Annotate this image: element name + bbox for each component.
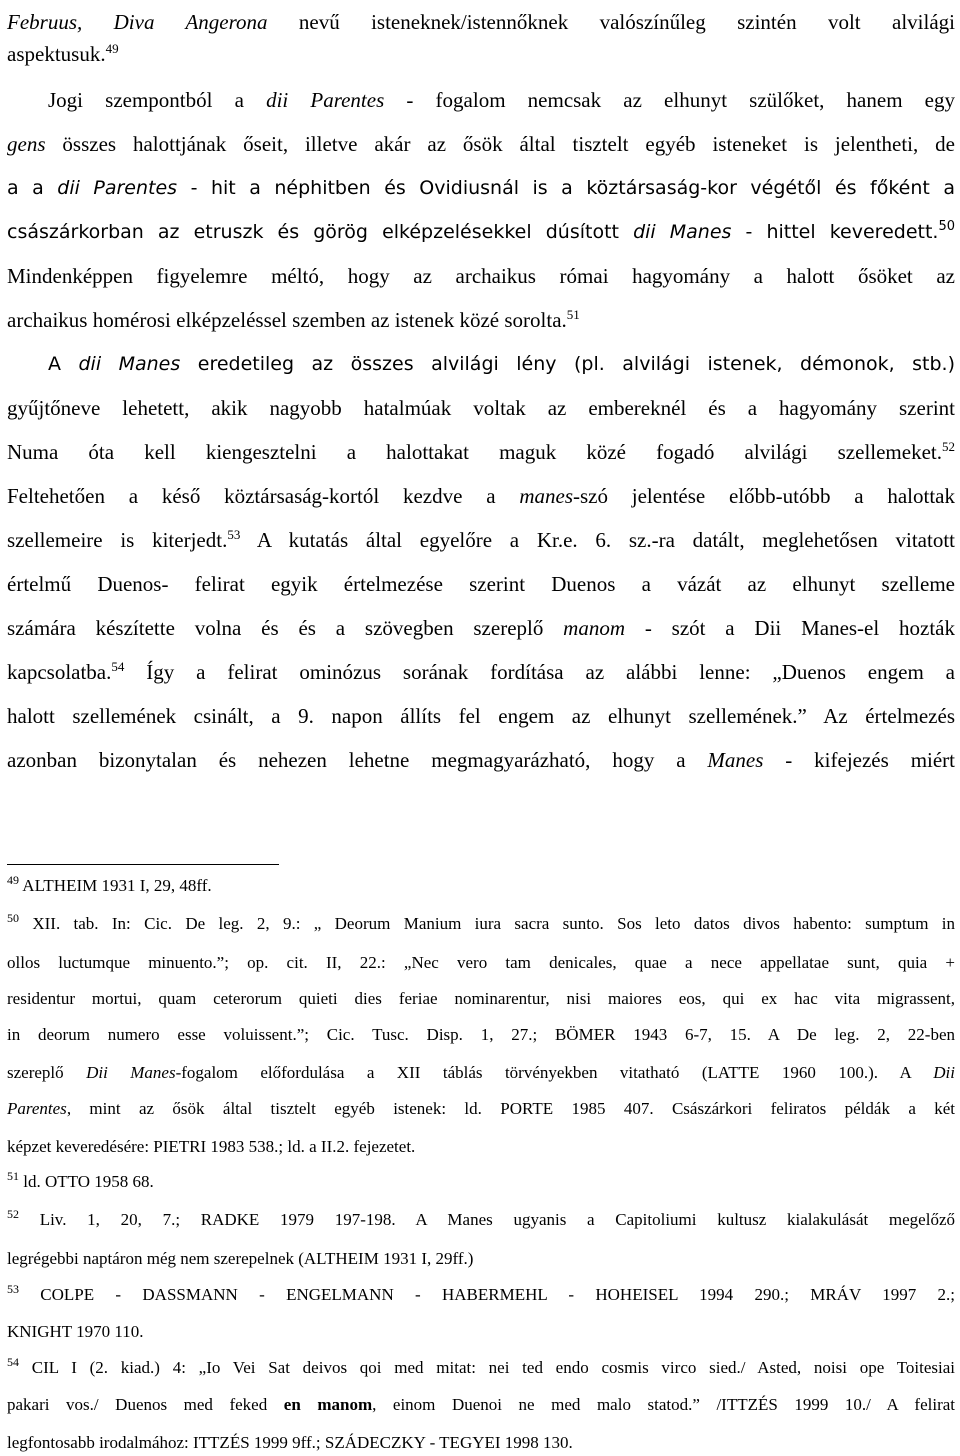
body-line: császárkorban az etruszk és görög elképzelésekkel dúsított dii Manes - hittel keveredett.$^{50}$: [7, 219, 956, 243]
footnote-line: $^{54}$ CIL I (2. kiad.) 4: „Io Vei Sat deivos qoi med mitat: nei ted endo cosmis virco sied./ Asted, noisi ope Toitesiai: [7, 1355, 955, 1377]
footnote-line: pakari vos./ Duenos med feked en manom, einom Duenoi ne med malo statod.” /ITTZÉS 1999 10./ A felirat: [7, 1395, 955, 1414]
body-line: értelmű Duenos- felirat egyik értelmezése szerint Duenos a vázát az elhunyt szelleme: [7, 572, 955, 596]
footnote-line: $^{52}$ Liv. 1, 20, 7.; RADKE 1979 197-198. A Manes ugyanis a Capitoliumi kultusz kialakulását megelőző: [7, 1207, 955, 1229]
body-line: aspektusuk.$^{49}$: [7, 41, 119, 66]
footnote-line: residentur mortui, quam ceterorum quieti dies feriae nominarentur, nisi maiores eos, qui ex hac vita migrassent,: [7, 989, 955, 1008]
body-line: Numa óta kell kiengesztelni a halottakat maguk közé fogadó alvilági szellemeket.$^{52}$: [7, 439, 955, 464]
body-line: Februus, Diva Angerona nevű isteneknek/istennőknek valószínűleg szintén volt alvilági: [7, 10, 955, 34]
footnote-line: in deorum numero esse voluissent.”; Cic. Tusc. Disp. 1, 27.; BÖMER 1943 6-7, 15. A De leg. 2, 22-ben: [7, 1025, 955, 1044]
footnote-line: Parentes, mint az ősök által tisztelt egyéb istenek: ld. PORTE 1985 407. Császárkori feliratos példák a két: [7, 1099, 955, 1118]
body-line: archaikus homérosi elképzeléssel szemben az istenek közé sorolta.$^{51}$: [7, 307, 580, 332]
body-line: A dii Manes eredetileg az összes alvilági lény (pl. alvilági istenek, démonok, stb.): [48, 353, 955, 375]
footnote-line: legfontosabb irodalmához: ITTZÉS 1999 9ff.; SZÁDECZKY - TEGYEI 1998 130.: [7, 1433, 573, 1452]
body-line: kapcsolatba.$^{54}$ Így a felirat ominózus sorának fordítása az alábbi lenne: „Duenos engem a: [7, 659, 955, 684]
footnote-line: szereplő Dii Manes-fogalom előfordulása a XII táblás törvényekben vitatható (LATTE 1960 100.). A Dii: [7, 1063, 956, 1082]
footnote-line: ollos luctumque minuento.”; op. cit. II, 22.: „Nec vero tam denicales, quae a nece appellatae sunt, quia +: [7, 953, 955, 972]
footnote-line: KNIGHT 1970 110.: [7, 1322, 144, 1341]
body-line: gens összes halottjának őseit, illetve akár az ősök által tisztelt egyéb isteneket is jelentheti, de: [7, 132, 955, 156]
footnote-line: $^{53}$ COLPE - DASSMANN - ENGELMANN - HABERMEHL - HOHEISEL 1994 290.; MRÁV 1997 2.;: [7, 1282, 955, 1304]
body-line: számára készítette volna és és a szövegben szereplő manom - szót a Dii Manes-el hozták: [7, 616, 955, 640]
body-line: Mindenképpen figyelemre méltó, hogy az archaikus római hagyomány a halott ősöket az: [7, 264, 955, 288]
body-line: gyűjtőneve lehetett, akik nagyobb hatalmúak voltak az embereknél és a hagyomány szerint: [7, 396, 955, 420]
body-line: Jogi szempontból a dii Parentes - fogalom nemcsak az elhunyt szülőket, hanem egy: [48, 88, 955, 112]
body-line: a a dii Parentes - hit a néphitben és Ovidiusnál is a köztársaság-kor végétől és főként a: [7, 177, 955, 199]
body-line: Feltehetően a késő köztársaság-kortól kezdve a manes-szó jelentése előbb-utóbb a halottak: [7, 484, 955, 508]
footnote-line: $^{50}$ XII. tab. In: Cic. De leg. 2, 9.: „ Deorum Manium iura sacra sunto. Sos leto datos divos habento: sumptum in: [7, 911, 955, 933]
footnote-line: $^{49}$ ALTHEIM 1931 I, 29, 48ff.: [7, 873, 212, 895]
footnote-line: legrégebbi naptáron még nem szerepelnek (ALTHEIM 1931 I, 29ff.): [7, 1249, 474, 1268]
body-line: szellemeire is kiterjedt.$^{53}$ A kutatás által egyelőre a Kr.e. 6. sz.-ra datált, meglehetősen vitatott: [7, 527, 956, 552]
body-line: halott szellemének csinált, a 9. napon állíts fel engem az elhunyt szellemének.” Az értelmezés: [7, 704, 955, 728]
footnote-line: $^{51}$ ld. OTTO 1958 68.: [7, 1169, 154, 1191]
footnote-separator: [7, 864, 279, 865]
footnote-line: képzet keveredésére: PIETRI 1983 538.; ld. a II.2. fejezetet.: [7, 1137, 416, 1156]
body-line: azonban bizonytalan és nehezen lehetne megmagyarázható, hogy a Manes - kifejezés miért: [7, 748, 956, 772]
